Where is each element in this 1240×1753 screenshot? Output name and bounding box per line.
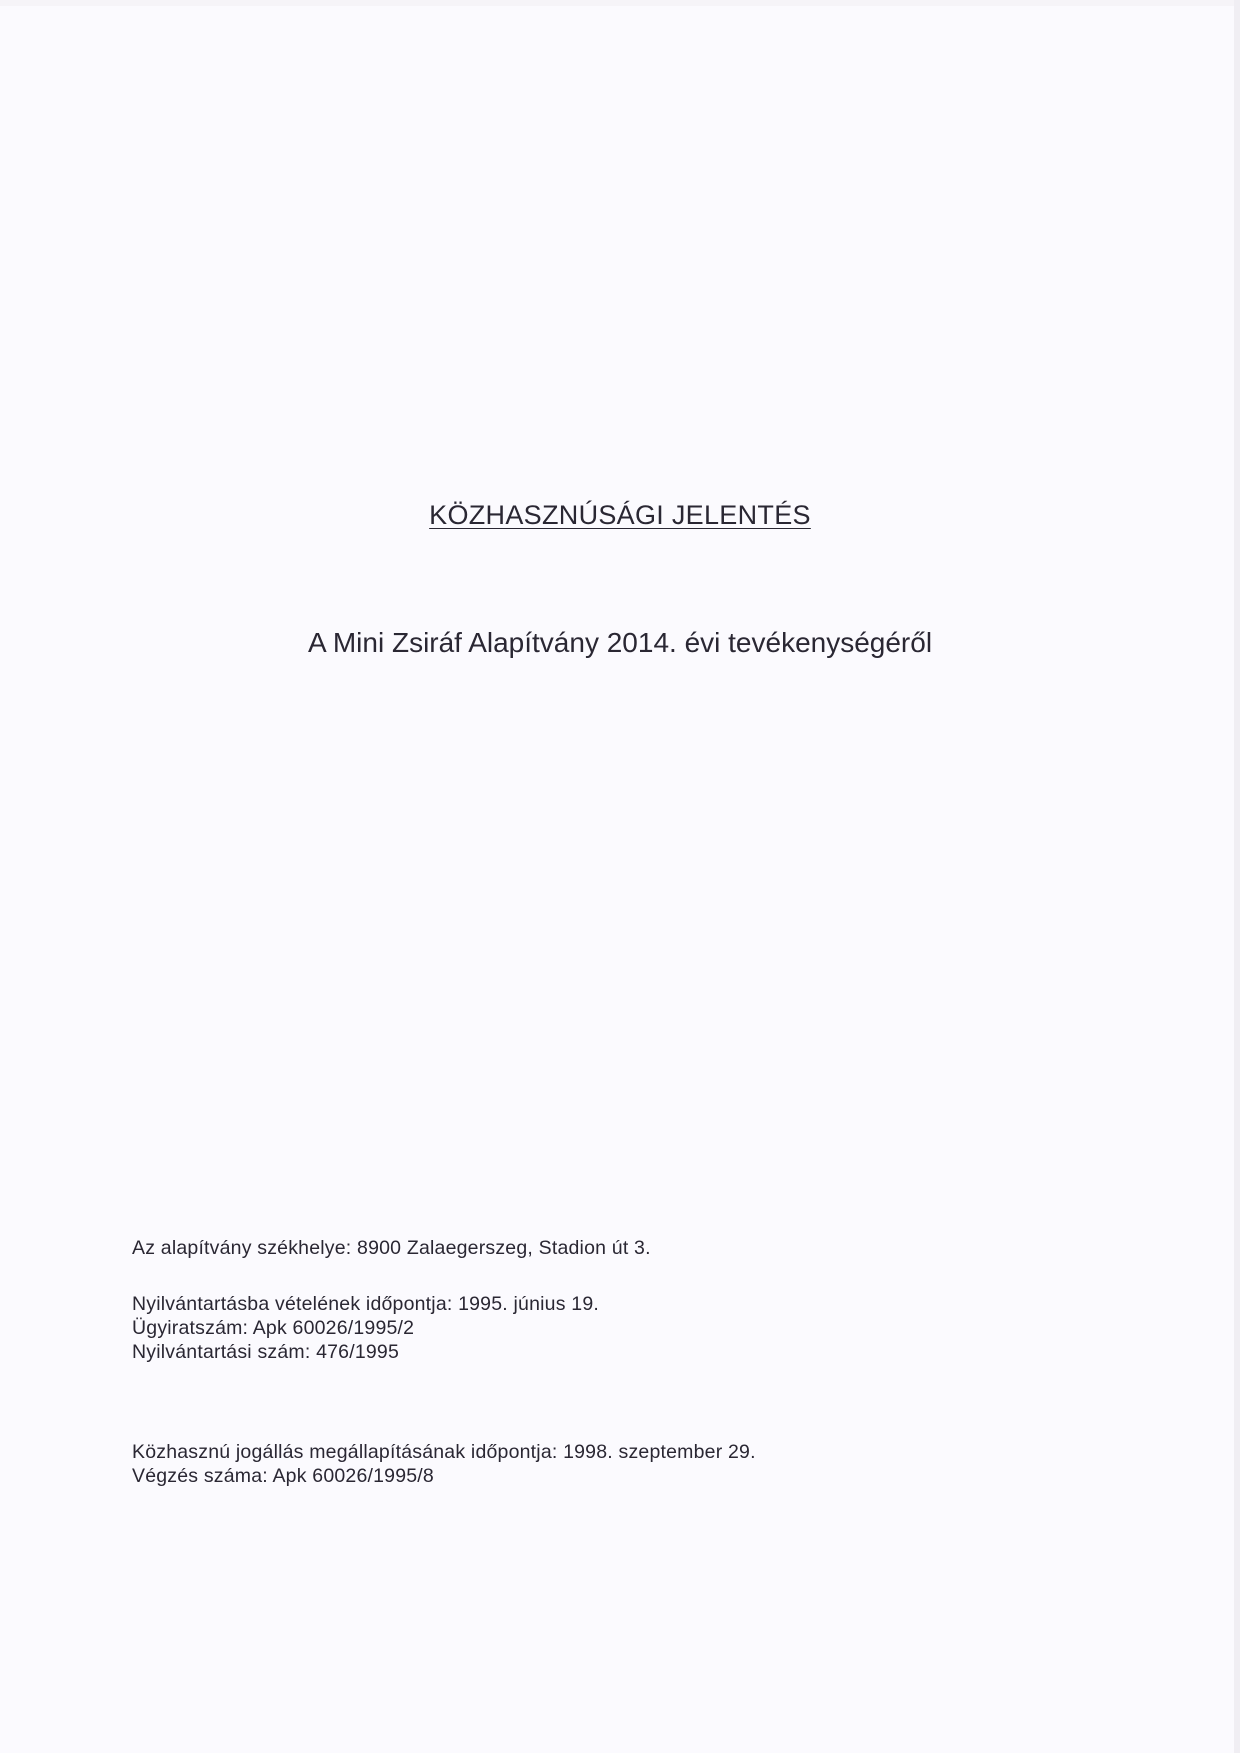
report-title-text: KÖZHASZNÚSÁGI JELENTÉS: [429, 500, 811, 530]
register-number-line: Nyilvántartási szám: 476/1995: [132, 1341, 400, 1363]
file-number-line: Ügyiratszám: Apk 60026/1995/2: [132, 1317, 415, 1339]
seat-block: [132, 1236, 651, 1260]
public-benefit-date-line: Közhasznú jogállás megállapításának időpontja: 1998. szeptember 29.: [132, 1441, 756, 1463]
ruling-number-line: Végzés száma: Apk 60026/1995/8: [132, 1465, 434, 1487]
registration-block: [132, 1292, 599, 1364]
scan-edge-right: [1234, 0, 1240, 1753]
report-title: [0, 500, 1240, 531]
seat-line: Az alapítvány székhelye: 8900 Zalaegerszeg, Stadion út 3.: [132, 1237, 651, 1259]
public-benefit-block: [132, 1440, 756, 1488]
report-subtitle: A Mini Zsiráf Alapítvány 2014. évi tevékenységéről: [307, 627, 933, 658]
registration-date-line: Nyilvántartásba vételének időpontja: 1995. június 19.: [132, 1293, 599, 1315]
scan-edge-top: [0, 0, 1240, 6]
